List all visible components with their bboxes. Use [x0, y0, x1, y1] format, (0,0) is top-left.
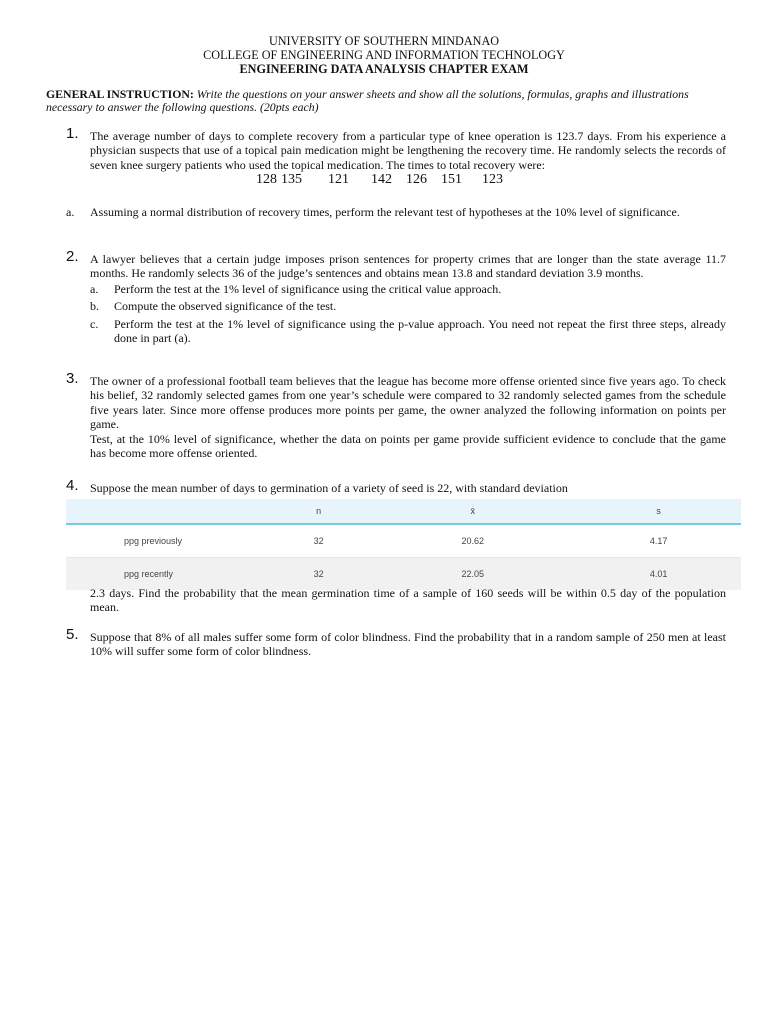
question-text: Suppose the mean number of days to germination of a variety of seed is 22, with standard deviation: [90, 481, 568, 495]
table-row: [66, 524, 741, 558]
part-label: a.: [66, 205, 75, 219]
time-value: 151: [441, 172, 462, 188]
question-number: 4.: [66, 477, 79, 494]
table-cell: 4.01: [576, 558, 741, 591]
table-cell: ppg previously: [66, 524, 268, 558]
table-cell: ppg recently: [66, 558, 268, 591]
time-value: 142: [371, 172, 392, 188]
table-cell: 22.05: [369, 558, 576, 591]
question-text-continued: Test, at the 10% level of significance, whether the data on points per game provide sufficient evidence to conclude that the game has become more offense oriented.: [90, 431, 726, 461]
question-2: [66, 248, 726, 346]
instruction-label: GENERAL INSTRUCTION:: [46, 87, 194, 101]
college-name: COLLEGE OF ENGINEERING AND INFORMATION TECHNOLOGY: [203, 48, 565, 62]
table-header: [66, 499, 268, 524]
time-value: 121: [328, 172, 349, 188]
instruction-text: Write the questions on your answer sheets and show all the solutions, formulas, graphs and illustrations necessary to answer the following questions. (20pts each): [46, 87, 689, 114]
points-per-game-table: [66, 499, 741, 590]
question-number: 1.: [66, 125, 79, 142]
question-number: 2.: [66, 248, 79, 265]
time-value: 126: [406, 172, 427, 188]
exam-header: [0, 34, 768, 76]
question-1: [66, 125, 726, 188]
question-5: [66, 626, 726, 659]
table-cell: 4.17: [576, 524, 741, 558]
part-text: Perform the test at the 1% level of significance using the p-value approach. You need not repeat the first three steps, already done in part (a).: [114, 316, 726, 346]
table-header: n: [268, 499, 369, 524]
part-text: Perform the test at the 1% level of significance using the critical value approach.: [114, 281, 502, 296]
question-text: A lawyer believes that a certain judge imposes prison sentences for property crimes that are longer than the state average 11.7 months. He randomly selects 36 of the judge’s sentences and obtains mean 13.8 and standard deviation 3.9 months.: [90, 252, 726, 281]
question-4: [66, 477, 726, 495]
table-header: x̄: [369, 499, 576, 524]
university-name: UNIVERSITY OF SOUTHERN MINDANAO: [268, 34, 500, 48]
question-2-part-b: [90, 299, 726, 313]
question-text: The owner of a professional football team believes that the league has become more offense oriented since five years ago. To check his belief, 32 randomly selected games from one year’s schedule were compared to 32 randomly selected games from the schedule five years later. Since more offense produces more points per game, the owner analyzed the following information on points per game.: [90, 374, 726, 432]
question-text: Suppose that 8% of all males suffer some form of color blindness. Find the probability that in a random sample of 250 men at least 10% will suffer some form of color blindness.: [90, 630, 726, 659]
table-cell: 32: [268, 524, 369, 558]
table-cell: 32: [268, 558, 369, 591]
table-header-row: [66, 499, 741, 524]
question-number: 3.: [66, 370, 79, 387]
part-text: Assuming a normal distribution of recovery times, perform the relevant test of hypotheses at the 10% level of significance.: [90, 205, 680, 219]
question-1-part-a: [66, 205, 726, 219]
time-value: 135: [281, 172, 302, 188]
question-2-part-c: [90, 317, 726, 346]
question-4-continued: [66, 586, 726, 615]
table-header: s: [576, 499, 741, 524]
time-value: 128: [256, 172, 277, 188]
question-2-part-a: [90, 282, 726, 296]
time-value: 123: [482, 172, 503, 188]
question-text: The average number of days to complete recovery from a particular type of knee operation is 123.7 days. From his experience a physician suspects that use of a topical pain medication might be lengthening the recovery time. He randomly selects the records of seven knee surgery patients who used the topical medication. The times to total recovery were:: [90, 129, 726, 172]
part-label: a.: [90, 281, 99, 296]
general-instruction: [46, 88, 726, 114]
part-label: b.: [90, 299, 99, 314]
part-label: c.: [90, 316, 99, 331]
question-3: [66, 370, 726, 461]
table-cell: 20.62: [369, 524, 576, 558]
exam-title: ENGINEERING DATA ANALYSIS CHAPTER EXAM: [239, 62, 529, 76]
question-text-continued: 2.3 days. Find the probability that the mean germination time of a sample of 160 seeds will be within 0.5 day of the population mean.: [90, 586, 726, 615]
part-text: Compute the observed significance of the test.: [114, 299, 337, 314]
recovery-times: [256, 172, 726, 188]
question-number: 5.: [66, 626, 79, 643]
